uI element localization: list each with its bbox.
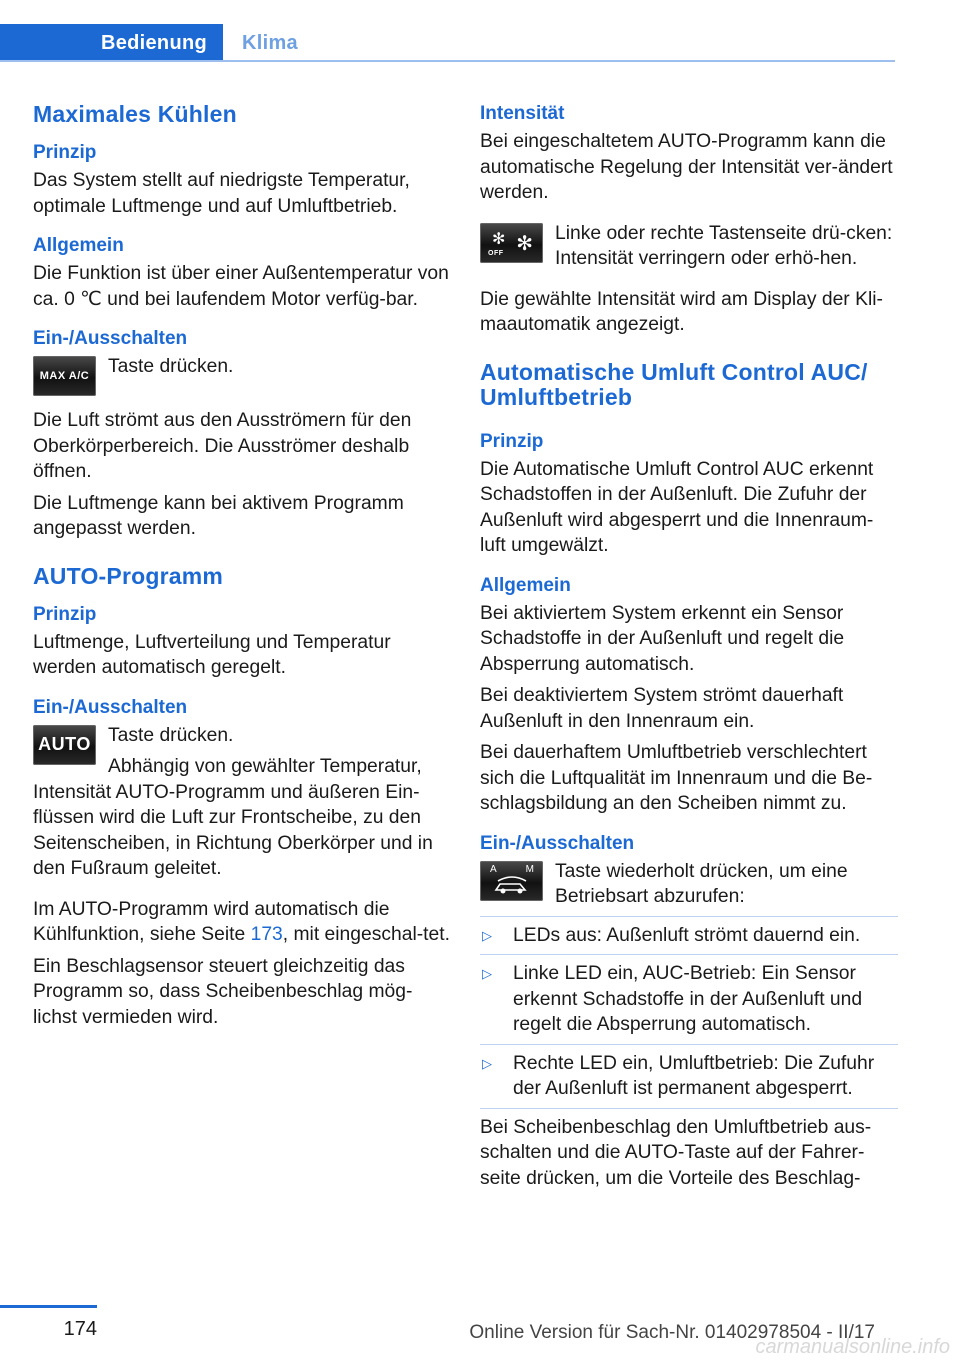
list-divider [480,1108,898,1109]
auto-button-image [33,725,96,765]
footer-rule [0,1305,97,1308]
paragraph-allgemein-b: Bei deaktiviertem System strömt dauerhaft Außenluft in den Innenraum ein. [480,685,844,732]
kuehl-text-b: , mit eingeschal‐tet. [282,924,450,945]
fan-icon-large: ✻ [516,232,533,255]
list-item-text: Rechte LED ein, Umluftbetrieb: Die Zufuhr der Außenluft ist permanent abgesperrt. [513,1052,875,1099]
online-version-text: Online Version für Sach-Nr. 01402978504 - II/17 [469,1322,875,1343]
subheading-allgemein: Allgemein [33,235,124,256]
paragraph-prinzip: Das System stellt auf niedrigste Temperatur, optimale Luftmenge und auf Umluftbetrieb. [33,170,410,217]
auto-row [33,723,455,882]
header-tabs [0,24,298,62]
list-divider [480,916,898,917]
paragraph-luft-stroemt: Die Luft strömt aus den Ausströmern für den Oberkörperbereich. Die Ausströmer deshalb öffnen. [33,410,412,482]
fan-row [480,221,898,272]
auc-label-a: A [490,863,497,875]
paragraph-taste-druecken: Taste drücken. [108,356,234,377]
fan-button-image [480,223,543,263]
list-item-text: LEDs aus: Außenluft strömt dauernd ein. [513,924,861,946]
heading-auc: Automatische Umluft Control AUC/ Umluftbetrieb [480,358,868,410]
list-item [480,961,898,1038]
maxac-button-image [33,356,96,396]
subheading-prinzip: Prinzip [480,430,544,452]
subheading-allgemein: Allgemein [480,574,571,596]
paragraph-taste-druecken: Taste drücken. [108,724,234,746]
fan-off-label: OFF [488,249,504,257]
bullet-triangle-icon: ▷ [482,927,492,943]
paragraph-prinzip-auc: Die Automatische Umluft Control AUC erkennt Schadstoffen in der Außenluft. Die Zufuhr der Außenluft wird abgesperrt und die Innenraum‐luft umgewälzt. [480,458,874,556]
auc-button-image [480,861,543,901]
bullet-triangle-icon: ▷ [482,1055,492,1071]
paragraph-scheibenbeschlag: Bei Scheibenbeschlag den Umluftbetrieb aus‐schalten und die AUTO-Taste auf der Fahrer‐seite drücken, um die Vorteile des Beschlag‐ [480,1116,872,1189]
heading-auto-programm: AUTO-Programm [33,562,224,589]
page-number: 174 [63,1318,97,1340]
subheading-ein-aus: Ein-/Ausschalten [480,832,635,854]
paragraph-abhaengig: Abhängig von gewählter Temperatur, Intensität AUTO-Programm und äußeren Ein‐flüssen wird die Luft zur Frontscheibe, zu den Seitenscheiben, in Richtung Oberkörper und in den Fußraum geleitet. [33,756,433,879]
right-column [480,102,898,1191]
maxac-button-label: MAX A/C [39,370,90,382]
subheading-prinzip: Prinzip [33,603,97,625]
maxac-row [33,354,455,402]
paragraph-allgemein-c: Bei dauerhaftem Umluftbetrieb verschlechtert sich die Luftqualität im Innenraum und die Be‐schlagsbildung an den Scheiben nimmt zu. [480,742,873,814]
fan-icon: ✻ [492,230,506,248]
paragraph-taste-wiederholt: Taste wiederholt drücken, um eine Betriebsart abzurufen: [555,860,848,907]
recirculation-car-icon [492,875,532,897]
subheading-prinzip: Prinzip [33,142,97,163]
tab-bedienung[interactable]: Bedienung [0,24,223,62]
paragraph-intensitaet: Bei eingeschaltetem AUTO-Programm kann die automatische Regelung der Intensität ver‐ändert werden. [480,131,893,203]
list-divider [480,1044,898,1045]
paragraph-kuehlfunktion [33,897,455,948]
list-item-text: Linke LED ein, AUC-Betrieb: Ein Sensor erkennt Schadstoffe in der Außenluft und regelt die Absperrung automatisch. [513,963,863,1035]
list-item [480,923,898,949]
subheading-ein-aus: Ein-/Ausschalten [33,328,188,349]
auc-row [480,859,898,910]
auto-button-label: AUTO [38,734,91,754]
mode-list [480,923,898,1102]
paragraph-prinzip-auto: Luftmenge, Luftverteilung und Temperatur werden automatisch geregelt. [33,631,391,678]
paragraph-display: Die gewählte Intensität wird am Display der Kli‐maautomatik angezeigt. [480,288,883,335]
paragraph-luftmenge: Die Luftmenge kann bei aktivem Programm angepasst werden. [33,492,404,539]
kuehl-text-a: Im AUTO-Programm wird automatisch die Kühlfunktion, siehe Seite [33,898,390,945]
header-rule [0,60,895,62]
list-divider [480,954,898,955]
bullet-triangle-icon: ▷ [482,966,492,981]
watermark: carmanualsonline.info [755,1336,950,1358]
page-link-173[interactable]: 173 [250,924,283,945]
list-item [480,1051,898,1102]
auc-label-m: M [525,863,534,875]
tab-klima[interactable]: Klima [242,31,298,54]
heading-max-cool: Maximales Kühlen [33,101,237,127]
subheading-intensitaet: Intensität [480,103,565,124]
paragraph-allgemein: Die Funktion ist über einer Außentemperatur von ca. 0 ℃ und bei laufendem Motor verfüg‐bar. [33,263,449,310]
paragraph-tastenseite: Linke oder rechte Tastenseite drü‐cken: Intensität verringern oder erhö‐hen. [555,222,893,269]
left-column [33,102,455,1030]
subheading-ein-aus: Ein-/Ausschalten [33,696,188,718]
paragraph-allgemein-a: Bei aktiviertem System erkennt ein Sensor Schadstoffe in der Außenluft und regelt die Absperrung automatisch. [480,602,845,675]
paragraph-beschlagsensor: Ein Beschlagsensor steuert gleichzeitig das Programm so, dass Scheibenbeschlag mög‐lichst vermieden wird. [33,955,413,1028]
